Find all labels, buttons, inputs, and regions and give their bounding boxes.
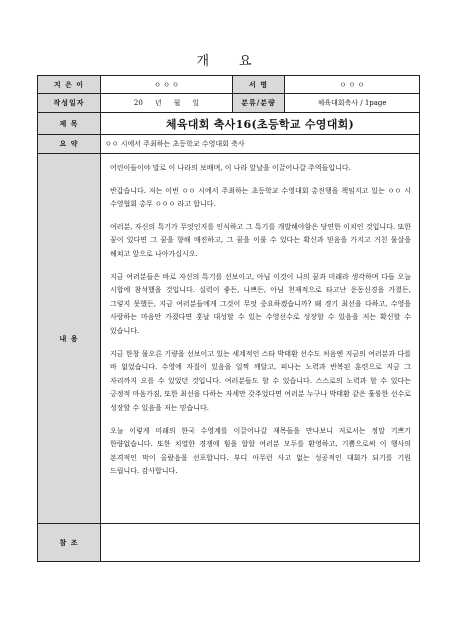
author-row	[38, 76, 420, 94]
title-part-1: 개	[196, 54, 211, 69]
content-paragraph: 어린이들이야 말로 이 나라의 보배며, 이 나라 앞날을 이끌어나갈 주역들입니다.	[110, 164, 351, 172]
subject-value: 체육대회 축사16(초등학교 수영대회)	[101, 113, 420, 135]
summary-form-table	[37, 75, 420, 562]
date-day-unit: 일	[192, 99, 200, 107]
content-body	[101, 154, 420, 524]
content-row	[38, 154, 420, 524]
reference-value	[101, 524, 420, 562]
date-year: 20	[133, 99, 143, 107]
signature-label: 서 명	[233, 76, 285, 94]
title-part-2: 요	[239, 54, 254, 69]
author-label: 지 은 이	[38, 76, 101, 94]
content-paragraph: 오늘 이렇게 미래의 한국 수영계를 이끌어나갈 재목들을 만나보니 저로서는 정말 기쁘기 한량없습니다. 또한 치열한 경쟁에 힘을 합할 여러분 모두를 환영하고, 기쁨으로써 이 행사의 본격적인 막이 올랐음을 선포합니다. 부디 아무런 사고 없는 성공적인 대회가 되기를 기원 드립니다. 감사합니다.	[110, 426, 411, 476]
category-label: 분류/분량	[233, 94, 285, 113]
summary-label: 요 약	[38, 135, 101, 154]
date-value	[101, 94, 233, 113]
content-label: 내 용	[38, 154, 101, 524]
signature-value: ㅇ ㅇ ㅇ	[285, 76, 420, 94]
subject-label: 제 목	[38, 113, 101, 135]
content-paragraph: 지금 여러분들은 바로 자신의 특기를 선보이고, 아님 이것이 나의 꿈과 미래라 생각하며 다들 오늘 시합에 참석했을 것입니다. 실력이 좋든, 나쁘든, 아님 천재적으로 타고난 운동신경을 가졌든, 그렇지 못했든, 지금 여러분들에게 그것이 무엇 중요하겠습니까? 왜 경기 최선을 다하고, 수영을 사랑하는 마음만 가졌다면 훗날 대성할 수 있는 수영선수로 성장할 수 있음을 저는 확신할 수 있습니다.	[110, 272, 411, 335]
date-year-unit: 년	[154, 99, 162, 107]
content-paragraph: 여러분, 자신의 특기가 무엇인지를 인식하고 그 특기를 개발해야함은 당연한 이치인 것입니다. 또한 꿈이 있다면 그 꿈을 향해 매진하고, 그 꿈을 이룰 수 있다는 확신과 믿음을 가지고 거친 물살을 헤쳐고 앞으로 나아가십시오.	[110, 222, 411, 258]
category-value: 체육대회축사 / 1page	[285, 94, 420, 113]
summary-row	[38, 135, 420, 154]
reference-row	[38, 524, 420, 562]
subject-row	[38, 113, 420, 135]
content-paragraph: 반갑습니다. 저는 이번 ㅇㅇ 시에서 주최하는 초등학교 수영대회 총진행을 책임지고 있는 ㅇㅇ 시 수영협회 총무 ㅇㅇㅇ 라고 합니다.	[110, 186, 411, 209]
document-title	[0, 50, 450, 69]
date-label: 작성일자	[38, 94, 101, 113]
summary-value: ㅇㅇ 시에서 주최하는 초등학교 수영대회 축사	[101, 135, 420, 154]
date-month-unit: 월	[173, 99, 181, 107]
date-row	[38, 94, 420, 113]
reference-label: 참 조	[38, 524, 101, 562]
author-value: ㅇ ㅇ ㅇ	[101, 76, 233, 94]
content-paragraph: 지금 한창 물오른 기량을 선보이고 있는 세계적인 스타 박태환 선수도 처음엔 지금의 여러분과 다를 바 없었습니다. 수영에 자질이 있음을 일찍 깨달고, 피나는 노력과 반복된 훈련으로 지금 그 자리까지 오를 수 있었던 것입니다. 여러분들도 할 수 있습니다. 스스로의 노력과 할 수 있다는 긍정적 마음가짐, 또한 최선을 다하는 자세만 갖추었다면 여러분 누구나 박태환 같은 훌륭한 선수로 성장할 수 있음을 저는 믿습니다.	[110, 349, 411, 412]
